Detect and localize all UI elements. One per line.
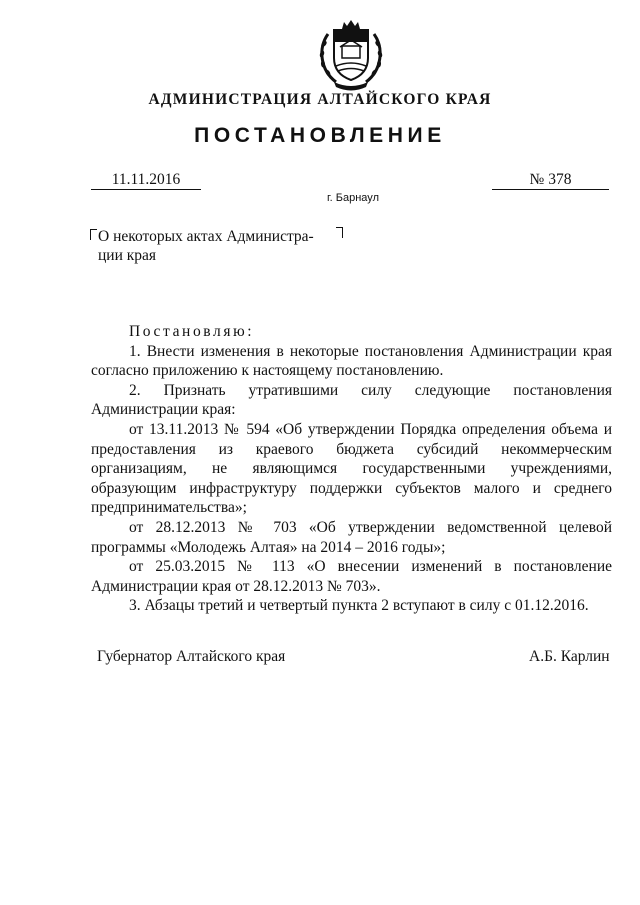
paragraph-5: от 25.03.2015 № 113 «О внесении изменений в постановление Администрации края от 28.12.2013 № 703». — [91, 558, 612, 595]
subject-bracket-left — [90, 229, 97, 240]
paragraph-2: 2. Признать утратившими силу следующие постановления Администрации края: — [91, 381, 612, 419]
document-body — [91, 322, 612, 616]
subject-heading — [98, 227, 330, 265]
signatory-name: А.Б. Карлин — [529, 648, 610, 665]
signatory-position: Губернатор Алтайского края — [97, 648, 286, 665]
paragraph-1: 1. Внести изменения в некоторые постановления Администрации края согласно приложению к настоящему постановлению. — [91, 342, 612, 380]
subject-line-1: О некоторых актах Администра- — [98, 228, 314, 245]
paragraph-4: от 28.12.2013 № 703 «Об утверждении ведомственной целевой программы «Молодежь Алтая» на 2014 – 2016 годы»; — [91, 518, 612, 556]
subject-line-2: ции края — [98, 247, 157, 264]
document-number: № 378 — [529, 171, 572, 188]
paragraph-6: 3. Абзацы третий и четвертый пункта 2 вступают в силу с 01.12.2016. — [129, 597, 589, 615]
coat-of-arms-icon — [316, 18, 386, 92]
document-type: ПОСТАНОВЛЕНИЕ — [194, 124, 446, 147]
organization-title: АДМИНИСТРАЦИЯ АЛТАЙСКОГО КРАЯ — [148, 91, 492, 108]
paragraph-3: от 13.11.2013 № 594 «Об утверждении Порядка определения объема и предоставления из краевого бюджета субсидий некоммерческим организациям, не являющимся государственными учреждениями, образующим инфраструктуру поддержки субъектов малого и среднего предпринимательства»; — [91, 420, 612, 517]
subject-bracket-right — [336, 227, 343, 238]
city: г. Барнаул — [327, 192, 379, 204]
document-date: 11.11.2016 — [111, 171, 181, 188]
intro-phrase: Постановляю: — [129, 323, 255, 340]
number-underline — [492, 189, 609, 190]
date-underline — [91, 189, 201, 190]
